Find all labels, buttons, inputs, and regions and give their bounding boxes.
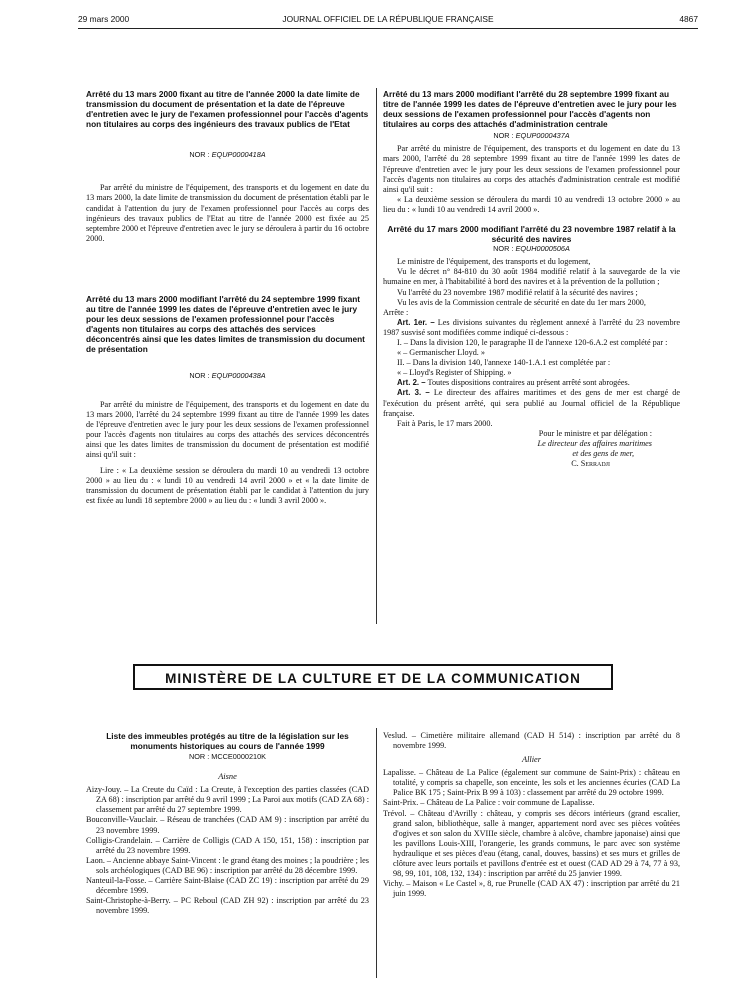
article-attaches-centrale bbox=[383, 89, 680, 215]
signatory-name: C. Serradji bbox=[571, 459, 610, 469]
article-attaches-services bbox=[86, 294, 369, 507]
column-divider-top bbox=[376, 88, 377, 624]
article-3: Art. 3. – Le directeur des affaires maritimes et des gens de mer est chargé de l'exécution du présent arrêté, qui sera publié au Journal officiel de la République française. bbox=[383, 388, 680, 418]
nor-reference: NOR : EQUP0000437A bbox=[493, 131, 570, 141]
page-number: 4867 bbox=[679, 14, 698, 24]
article-body: Vu le décret n° 84-810 du 30 août 1984 modifié relatif à la sauvegarde de la vie humaine en mer, à l'habitabilité à bord des navires et à la prévention de la pollution ; bbox=[383, 267, 680, 287]
journal-title: JOURNAL OFFICIEL DE LA RÉPUBLIQUE FRANÇAISE bbox=[282, 14, 494, 24]
article-body: Le ministre de l'équipement, des transports et du logement, bbox=[397, 257, 591, 267]
right-column bbox=[383, 89, 680, 469]
column-divider-bottom bbox=[376, 728, 377, 978]
department-heading: Aisne bbox=[218, 772, 237, 782]
article-body: Par arrêté du ministre de l'équipement, des transports et du logement en date du 13 mars 2000, l'arrêté du 24 septembre 1999 fixant au titre de l'année 1999 les dates de l'épreuve d'entretien avec le jury pour les deux sessions de l'examen professionnel pour l'accès d'agents non titulaires au corps des attachés des services déconcentrés ainsi que les dates limites de transmission du document de présentation est modifié ainsi qu'il suit : bbox=[86, 399, 369, 459]
monument-entry: Aizy-Jouy. – La Creute du Caïd : La Creute, à l'exception des parties classées (CAD ZA 68) : inscription par arrêté du 9 avril 1999 ; La Paroi aux motifs (CAD ZA 68) : classement par arrêté du 27 septembre 1999. bbox=[86, 785, 369, 815]
article-body: Par arrêté du ministre de l'équipement, des transports et du logement en date du 13 mars 2000, l'arrêté du 28 septembre 1999 fixant au titre de l'année 1999 les dates de l'épreuve d'entretien avec le jury pour les deux sessions de l'examen professionnel pour l'accès d'agents non titulaires au corps des attachés d'administration centrale est modifié ainsi qu'il suit : bbox=[383, 144, 680, 194]
header-date: 29 mars 2000 bbox=[78, 14, 130, 24]
nor-reference: NOR : EQUH0000506A bbox=[493, 244, 570, 254]
monument-entry: Colligis-Crandelain. – Carrière de Colligis (CAD A 150, 151, 158) : inscription par arrêté du 23 novembre 1999. bbox=[86, 835, 369, 855]
nor-reference: NOR : MCCE0000210K bbox=[188, 752, 267, 762]
monument-entry: Veslud. – Cimetière militaire allemand (CAD H 514) : inscription par arrêté du 8 novembre 1999. bbox=[383, 731, 680, 751]
article-securite-navires bbox=[383, 224, 680, 469]
article-title: Arrêté du 17 mars 2000 modifiant l'arrêté du 23 novembre 1987 relatif à la sécurité des navires bbox=[387, 224, 676, 245]
article-1-item: I. – Dans la division 120, le paragraphe II de l'annexe 120-6.A.2 est complété par : bbox=[397, 337, 668, 347]
signature-line: Le directeur des affaires maritimes bbox=[537, 438, 652, 448]
monument-entry: Saint-Prix. – Château de La Palice : voir commune de Lapalisse. bbox=[383, 798, 595, 808]
article-body: Par arrêté du ministre de l'équipement, des transports et du logement en date du 13 mars 2000, la date limite de transmission du document de présentation établi par le candidat à l'attention du jury de l'examen professionnel pour l'accès au corps des ingénieurs des travaux publics de l'Etat au titre de l'année 2000 est fixée au 25 septembre 2000 et l'épreuve d'entretien avec le jury se déroulera à partir du 16 octobre 2000. bbox=[86, 183, 369, 243]
monument-entry: Bouconville-Vauclair. – Réseau de tranchées (CAD AM 9) : inscription par arrêté du 23 novembre 1999. bbox=[86, 815, 369, 835]
article-body: Vu les avis de la Commission centrale de sécurité en date du 1er mars 2000, bbox=[397, 297, 646, 307]
article-title: Arrêté du 13 mars 2000 fixant au titre de l'année 2000 la date limite de transmission du document de présentation et la date de l'épreuve d'entretien avec le jury de l'examen professionnel pour l'accès d'agents non titulaires au corps des ingénieurs des travaux publics de l'Etat bbox=[86, 89, 369, 130]
monument-entry: Saint-Christophe-à-Berry. – PC Reboul (CAD ZH 92) : inscription par arrêté du 23 novembre 1999. bbox=[86, 896, 369, 916]
article-ingenieurs-tpe bbox=[86, 89, 369, 244]
article-1-item: II. – Dans la division 140, l'annexe 140-1.A.1 est complétée par : bbox=[397, 358, 611, 368]
header-rule bbox=[78, 28, 698, 29]
page-header bbox=[78, 14, 698, 28]
article-body: Lire : « La deuxième session se déroulera du mardi 10 au vendredi 13 octobre 2000 » au lieu du : « lundi 10 au vendredi 14 avril 2000 » et « la date limite de transmission du document de présentation établi par le candidat à l'attention du jury est fixée au lundi 18 septembre 2000 » au lieu du : « lundi 3 avril 2000 ». bbox=[86, 466, 369, 506]
liste-right-column bbox=[383, 731, 680, 899]
monument-entry: Laon. – Ancienne abbaye Saint-Vincent : le grand étang des moines ; la poudrière ; les sols archéologiques (CAD BE 96) : inscription par arrêté du 28 décembre 1999. bbox=[86, 855, 369, 875]
article-1: Art. 1er. – Les divisions suivantes du règlement annexé à l'arrêté du 23 novembre 1987 susvisé sont modifiées comme indiqué ci-dessous : bbox=[383, 317, 680, 337]
article-1-item: « – Germanischer Lloyd. » bbox=[397, 348, 485, 358]
monument-entry: Trévol. – Château d'Avrilly : château, y compris ses décors intérieurs (grand escalier, grand salon, bibliothèque, salle à manger, appartement nord avec ses pièces voûtées d'ogives et son salon du XVIIIe siècle, chambre à alcôve, chambre japonaise) ainsi que les pavillons Louis-XIII, l'orangerie, les grands communs, le parc avec son système hydraulique et ses pièces d'eau (étang, canal, douves, bassins) et ses murs et grilles de clôture avec leurs portails et pavillons d'entrée est et ouest (CAD AD 29 à 74, 77 à 93, 98, 99, 101, 108, 132, 134) : inscription par arrêté du 25 janvier 1999. bbox=[383, 808, 680, 879]
arrete-heading: Arrête : bbox=[383, 307, 409, 317]
monument-entry: Vichy. – Maison « Le Castel », 8, rue Prunelle (CAD AX 47) : inscription par arrêté du 21 juin 1999. bbox=[383, 879, 680, 899]
nor-reference: NOR : EQUP0000418A bbox=[189, 150, 266, 160]
ministry-banner: MINISTÈRE DE LA CULTURE ET DE LA COMMUNICATION bbox=[133, 664, 613, 690]
signature-line: et des gens de mer, bbox=[572, 449, 634, 458]
left-column bbox=[86, 89, 369, 506]
liste-title: Liste des immeubles protégés au titre de la législation sur les monuments historiques au cours de l'année 1999 bbox=[106, 731, 349, 752]
article-1-item: « – Lloyd's Register of Shipping. » bbox=[397, 368, 512, 378]
department-heading: Allier bbox=[521, 755, 542, 765]
article-title: Arrêté du 13 mars 2000 modifiant l'arrêté du 28 septembre 1999 fixant au titre de l'année 1999 les dates de l'épreuve d'entretien avec le jury pour les deux sessions de l'examen professionnel pour l'accès d'agents non titulaires au corps des attachés d'administration centrale bbox=[383, 89, 677, 130]
article-2: Art. 2. – Toutes dispositions contraires au présent arrêté sont abrogées. bbox=[397, 378, 630, 388]
article-title: Arrêté du 13 mars 2000 modifiant l'arrêté du 24 septembre 1999 fixant au titre de l'année 1999 les dates de l'épreuve d'entretien avec le jury pour les deux sessions de l'examen professionnel pour l'accès d'agents non titulaires au corps des attachés des services déconcentrés ainsi que les dates limites de transmission du document de présentation bbox=[86, 293, 365, 355]
monument-entry: Nanteuil-la-Fosse. – Carrière Saint-Blaise (CAD ZC 19) : inscription par arrêté du 29 décembre 1999. bbox=[86, 876, 369, 896]
monument-entry: Lapalisse. – Château de La Palice (également sur commune de Saint-Prix) : château en totalité, y compris sa chapelle, son enceinte, les sols et les anciennes écuries (CAD La Palice BK 175 ; Saint-Prix B 99 à 103) : classement par arrêté du 29 octobre 1999. bbox=[383, 768, 680, 798]
signature-line: Pour le ministre et par délégation : bbox=[538, 428, 652, 438]
article-body: Vu l'arrêté du 23 novembre 1987 modifié relatif à la sécurité des navires ; bbox=[397, 287, 638, 297]
signature-date: Fait à Paris, le 17 mars 2000. bbox=[397, 418, 493, 428]
nor-reference: NOR : EQUP0000438A bbox=[189, 370, 266, 380]
liste-left-column bbox=[86, 731, 369, 916]
article-body: « La deuxième session se déroulera du mardi 10 au vendredi 13 octobre 2000 » au lieu du : « lundi 10 au vendredi 14 avril 2000 ». bbox=[383, 194, 680, 214]
